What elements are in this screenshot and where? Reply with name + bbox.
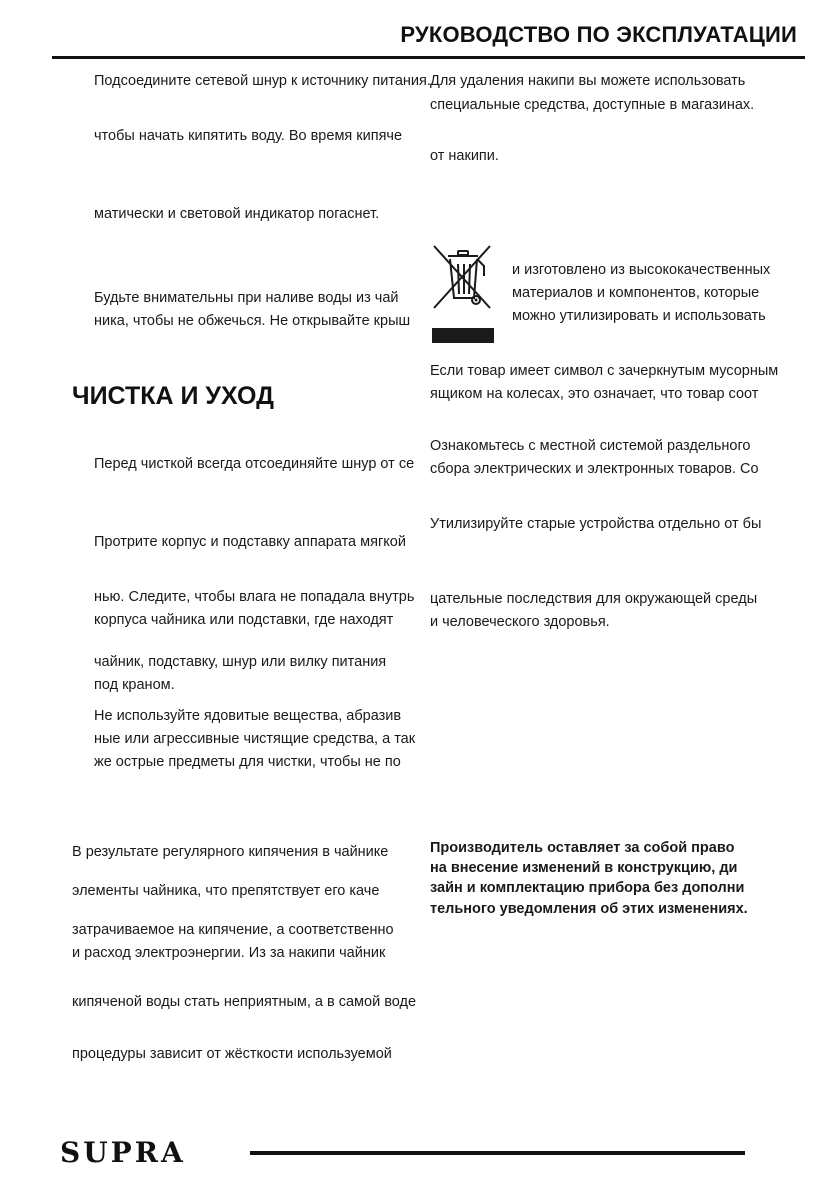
header-divider bbox=[52, 56, 805, 59]
text-line: чтобы начать кипятить воду. Во время кипяче bbox=[94, 128, 403, 144]
text-line: от накипи. bbox=[430, 148, 499, 164]
text-line: процедуры зависит от жёсткости используемой bbox=[72, 1046, 392, 1062]
page-header-title: РУКОВОДСТВО ПО ЭКСПЛУАТАЦИИ bbox=[400, 22, 797, 47]
text-line: Будьте внимательны при наливе воды из чай bbox=[94, 290, 399, 306]
text-line: тельного уведомления об этих изменениях. bbox=[430, 901, 748, 917]
text-line: Производитель оставляет за собой право bbox=[430, 840, 735, 856]
text-line: матически и световой индикатор погаснет. bbox=[94, 206, 380, 222]
text-line: специальные средства, доступные в магазинах. bbox=[430, 97, 755, 113]
brand-logo: SUPRA bbox=[60, 1136, 186, 1169]
text-line: Протрите корпус и подставку аппарата мягкой bbox=[94, 534, 406, 550]
text-line: нью. Следите, чтобы влага не попадала внутрь bbox=[94, 589, 415, 605]
text-line: элементы чайника, что препятствует его каче bbox=[72, 883, 380, 899]
text-line: и расход электроэнергии. Из за накипи чайник bbox=[72, 945, 386, 961]
text-line: кипяченой воды стать неприятным, а в самой воде bbox=[72, 994, 417, 1010]
text-line: Не используйте ядовитые вещества, абразив bbox=[94, 708, 402, 724]
text-line: Для удаления накипи вы можете использовать bbox=[430, 73, 746, 89]
text-line: чайник, подставку, шнур или вилку питания bbox=[94, 654, 387, 670]
text-line: и человеческого здоровья. bbox=[430, 614, 610, 630]
footer-divider bbox=[250, 1151, 745, 1155]
text-line: и изготовлено из высококачественных bbox=[512, 262, 771, 278]
text-line: Если товар имеет символ с зачеркнутым мусорным bbox=[430, 363, 779, 379]
text-line: Перед чисткой всегда отсоединяйте шнур от се bbox=[94, 456, 415, 472]
text-line: на внесение изменений в конструкцию, ди bbox=[430, 860, 738, 876]
text-line: корпуса чайника или подставки, где находят bbox=[94, 612, 394, 628]
text-line: ящиком на колесах, это означает, что товар соот bbox=[430, 386, 759, 402]
text-line: же острые предметы для чистки, чтобы не по bbox=[94, 754, 401, 770]
text-line: цательные последствия для окружающей среды bbox=[430, 591, 758, 607]
text-line: Ознакомьтесь с местной системой раздельного bbox=[430, 438, 751, 454]
text-line: можно утилизировать и использовать bbox=[512, 308, 766, 324]
text-line: материалов и компонентов, которые bbox=[512, 285, 760, 301]
text-line: под краном. bbox=[94, 677, 175, 693]
text-line: затрачиваемое на кипячение, а соответственно bbox=[72, 922, 394, 938]
text-line: зайн и комплектацию прибора без дополни bbox=[430, 880, 745, 896]
text-line: сбора электрических и электронных товаров. Со bbox=[430, 461, 759, 477]
text-line: ника, чтобы не обжечься. Не открывайте крыш bbox=[94, 313, 411, 329]
section-title-cleaning: ЧИСТКА И УХОД bbox=[72, 382, 274, 410]
text-line: Утилизируйте старые устройства отдельно от бы bbox=[430, 516, 762, 532]
text-line: В результате регулярного кипячения в чайнике bbox=[72, 844, 389, 860]
text-line: ные или агрессивные чистящие средства, а так bbox=[94, 731, 416, 747]
text-line: Подсоедините сетевой шнур к источнику питания. bbox=[94, 73, 431, 89]
crossed-out-wheelie-bin-icon bbox=[430, 242, 494, 346]
